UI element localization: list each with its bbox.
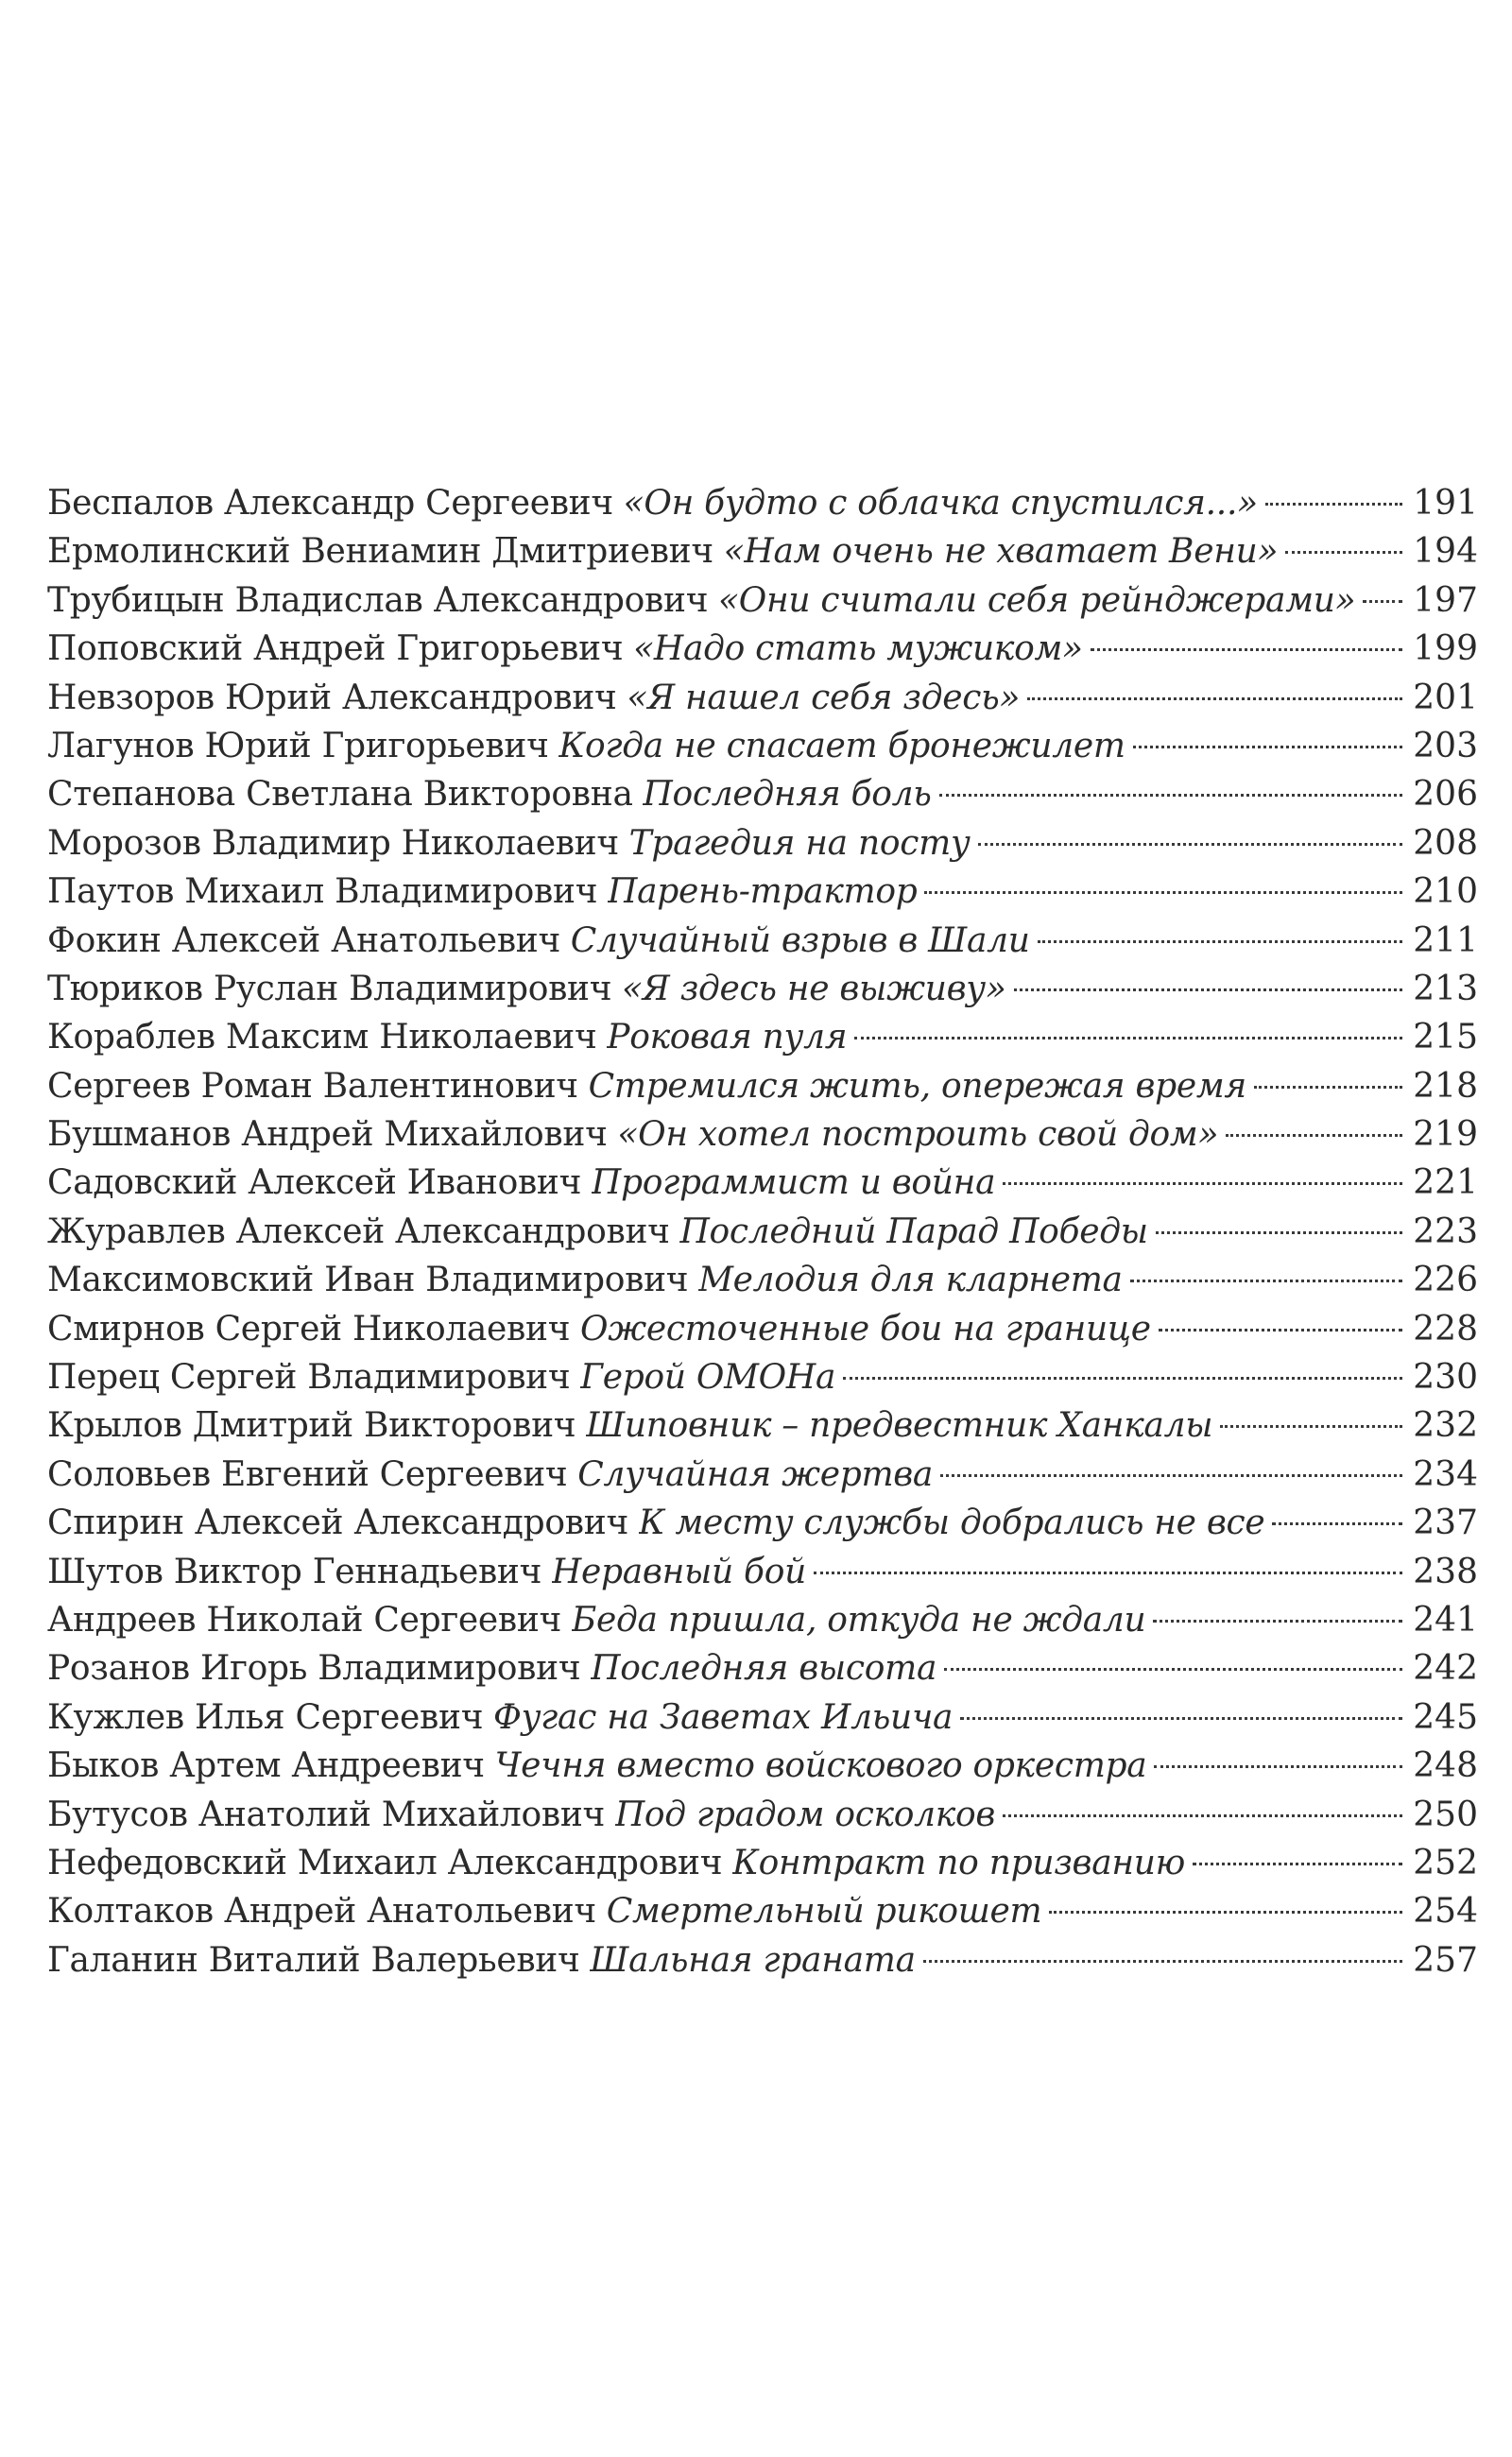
toc-entry-name: Морозов Владимир Николаевич [47,823,619,863]
toc-entry-title: Под градом осколков [614,1795,995,1834]
toc-entry [47,1887,1478,1935]
dot-leader [1193,1863,1402,1865]
toc-entry-title: Последний Парад Победы [679,1211,1148,1251]
toc-entry [47,868,1478,916]
toc-entry-name: Бушманов Андрей Михайлович [47,1115,608,1155]
toc-entry-page-number: 226 [1413,1261,1478,1300]
toc-entry-page-number: 221 [1413,1163,1478,1203]
toc-entry [47,819,1478,868]
toc-entry [47,917,1478,965]
toc-entry [47,674,1478,722]
toc-entry [47,1791,1478,1839]
toc-entry-title: Герой ОМОНа [580,1358,836,1398]
toc-entry-title: Фугас на Заветах Ильича [493,1697,954,1737]
toc-entry-name: Спирин Алексей Александрович [47,1503,628,1543]
toc-entry [47,1013,1478,1061]
dot-leader [1285,551,1402,554]
toc-entry-title: Парень-трактор [608,872,918,912]
toc-entry-page-number: 242 [1413,1649,1478,1689]
dot-leader [1226,1134,1402,1137]
toc-entry [47,1208,1478,1256]
toc-entry-title: Беда пришла, откуда не ждали [571,1600,1146,1640]
toc-entry-name: Розанов Игорь Владимирович [47,1649,581,1689]
toc-entry-title: Последняя боль [643,775,932,815]
dot-leader [1272,1522,1402,1525]
dot-leader [1363,600,1402,603]
toc-entry [47,1693,1478,1742]
dot-leader [939,794,1403,797]
toc-entry-name: Крылов Дмитрий Викторович [47,1406,576,1446]
dot-leader [1003,1182,1402,1185]
toc-entry-name: Галанин Виталий Валерьевич [47,1940,580,1980]
toc-entry-page-number: 237 [1413,1503,1478,1543]
toc-entry-name: Кораблев Максим Николаевич [47,1018,597,1057]
toc-entry-title: «Он хотел построить свой дом» [617,1115,1219,1155]
toc-entry-page-number: 238 [1413,1552,1478,1591]
toc-entry [47,1644,1478,1692]
toc-entry-title: Последняя высота [591,1649,937,1689]
toc-entry-title: Чечня вместо войскового оркестра [494,1746,1147,1786]
toc-entry-page-number: 252 [1413,1843,1478,1882]
toc-entry [47,1159,1478,1207]
toc-entry-page-number: 208 [1413,823,1478,863]
toc-entry-name: Степанова Светлана Викторовна [47,775,633,815]
toc-entry [47,1305,1478,1353]
toc-entry-name: Перец Сергей Владимирович [47,1358,571,1398]
dot-leader [944,1668,1402,1671]
dot-leader [1038,940,1402,943]
dot-leader [814,1572,1402,1574]
toc-entry-title: Роковая пуля [607,1018,848,1057]
toc-entry [47,1742,1478,1790]
dot-leader [1049,1911,1402,1914]
toc-entry [47,625,1478,673]
toc-entry [47,1451,1478,1499]
dot-leader [1130,1280,1402,1282]
dot-leader [1154,1765,1402,1768]
toc-entry-title: Неравный бой [551,1552,806,1591]
toc-entry-title: «Надо стать мужиком» [633,629,1083,669]
toc-entry-title: «Они считали себя рейнджерами» [718,580,1356,620]
toc-entry-title: Шиповник – предвестник Ханкалы [586,1406,1213,1446]
toc-entry-page-number: 215 [1413,1018,1478,1057]
dot-leader [1265,503,1402,506]
toc-entry [47,1936,1478,1984]
toc-entry-title: Трагедия на посту [628,823,971,863]
toc-entry-page-number: 199 [1413,629,1478,669]
toc-entry-page-number: 257 [1413,1940,1478,1980]
toc-entry-page-number: 206 [1413,775,1478,815]
toc-entry [47,1499,1478,1547]
toc-entry-title: Случайный взрыв в Шали [570,920,1030,960]
toc-entry [47,1256,1478,1304]
toc-entry-title: К месту службы добрались не все [638,1503,1265,1543]
dot-leader [924,891,1402,894]
toc-entry-name: Невзоров Юрий Александрович [47,678,617,717]
toc-entry-page-number: 203 [1413,726,1478,765]
dot-leader [1014,988,1402,991]
toc-entry-name: Максимовский Иван Владимирович [47,1261,689,1300]
dot-leader [843,1377,1402,1380]
dot-leader [1091,648,1402,651]
toc-entry-name: Соловьев Евгений Сергеевич [47,1454,568,1494]
toc-entry-page-number: 254 [1413,1892,1478,1932]
dot-leader [960,1717,1402,1720]
dot-leader [1156,1231,1402,1234]
toc-entry-page-number: 223 [1413,1211,1478,1251]
toc-entry-name: Кужлев Илья Сергеевич [47,1697,484,1737]
toc-entry [47,1110,1478,1159]
toc-entry [47,722,1478,770]
dot-leader [1153,1620,1402,1623]
toc-entry-page-number: 211 [1413,920,1478,960]
toc-entry-name: Лагунов Юрий Григорьевич [47,726,549,765]
toc-entry-title: Контракт по призванию [732,1843,1186,1882]
toc-entry-page-number: 234 [1413,1454,1478,1494]
toc-entry [47,479,1478,527]
toc-entry-title: Стремился жить, опережая время [588,1066,1246,1106]
toc-entry [47,1353,1478,1401]
toc-entry-page-number: 241 [1413,1600,1478,1640]
toc-entry-name: Ермолинский Вениамин Дмитриевич [47,532,713,572]
toc-entry-name: Журавлев Алексей Александрович [47,1211,670,1251]
toc-entry-name: Шутов Виктор Геннадьевич [47,1552,542,1591]
toc-entry [47,965,1478,1013]
toc-entry-page-number: 219 [1413,1115,1478,1155]
dot-leader [1003,1814,1402,1817]
toc-entry-name: Нефедовский Михаил Александрович [47,1843,723,1882]
toc-entry-page-number: 197 [1413,580,1478,620]
dot-leader [854,1037,1402,1040]
dot-leader [1220,1425,1402,1428]
toc-entry-title: Смертельный рикошет [606,1892,1042,1932]
toc-entry-name: Андреев Николай Сергеевич [47,1600,562,1640]
toc-entry-page-number: 210 [1413,872,1478,912]
toc-entry [47,1401,1478,1450]
toc-entry-title: «Нам очень не хватает Вени» [723,532,1279,572]
toc-entry-title: «Он будто с облачка спустился...» [623,484,1258,523]
dot-leader [1133,746,1402,748]
toc-entry-page-number: 250 [1413,1795,1478,1834]
table-of-contents [47,479,1478,1984]
toc-entry [47,1548,1478,1596]
dot-leader [1159,1329,1402,1332]
toc-entry-page-number: 213 [1413,969,1478,1008]
toc-entry-page-number: 191 [1413,484,1478,523]
toc-entry-page-number: 194 [1413,532,1478,572]
toc-entry-title: Шальная граната [590,1940,916,1980]
dot-leader [1027,697,1402,700]
toc-entry-page-number: 218 [1413,1066,1478,1106]
toc-entry-title: «Я здесь не выживу» [622,969,1006,1008]
toc-entry-name: Садовский Алексей Иванович [47,1163,582,1203]
toc-entry-page-number: 230 [1413,1358,1478,1398]
toc-entry-name: Смирнов Сергей Николаевич [47,1309,571,1349]
toc-entry-page-number: 228 [1413,1309,1478,1349]
toc-entry-name: Тюриков Руслан Владимирович [47,969,612,1008]
toc-entry-name: Трубицын Владислав Александрович [47,580,709,620]
toc-entry [47,1062,1478,1110]
toc-entry [47,576,1478,625]
toc-entry-title: Программист и война [591,1163,996,1203]
toc-entry-name: Бутусов Анатолий Михайлович [47,1795,606,1834]
dot-leader [923,1960,1402,1963]
toc-entry [47,770,1478,818]
toc-entry-page-number: 248 [1413,1746,1478,1786]
dot-leader [978,843,1402,846]
toc-entry-page-number: 201 [1413,678,1478,717]
toc-entry [47,1596,1478,1644]
toc-entry-page-number: 232 [1413,1406,1478,1446]
toc-entry-name: Паутов Михаил Владимирович [47,872,598,912]
dot-leader [1254,1086,1402,1089]
toc-entry-title: Мелодия для кларнета [698,1261,1123,1300]
toc-entry-name: Беспалов Александр Сергеевич [47,484,613,523]
toc-entry-title: Когда не спасает бронежилет [558,726,1125,765]
toc-entry-name: Поповский Андрей Григорьевич [47,629,624,669]
toc-entry-name: Сергеев Роман Валентинович [47,1066,578,1106]
toc-entry-title: Случайная жертва [577,1454,934,1494]
toc-entry-name: Фокин Алексей Анатольевич [47,920,560,960]
toc-entry-title: «Я нашел себя здесь» [627,678,1021,717]
toc-entry-name: Колтаков Андрей Анатольевич [47,1892,596,1932]
toc-entry-name: Быков Артем Андреевич [47,1746,485,1786]
dot-leader [940,1474,1402,1477]
toc-entry-title: Ожесточенные бои на границе [580,1309,1151,1349]
toc-entry [47,527,1478,576]
toc-entry-page-number: 245 [1413,1697,1478,1737]
toc-entry [47,1839,1478,1887]
